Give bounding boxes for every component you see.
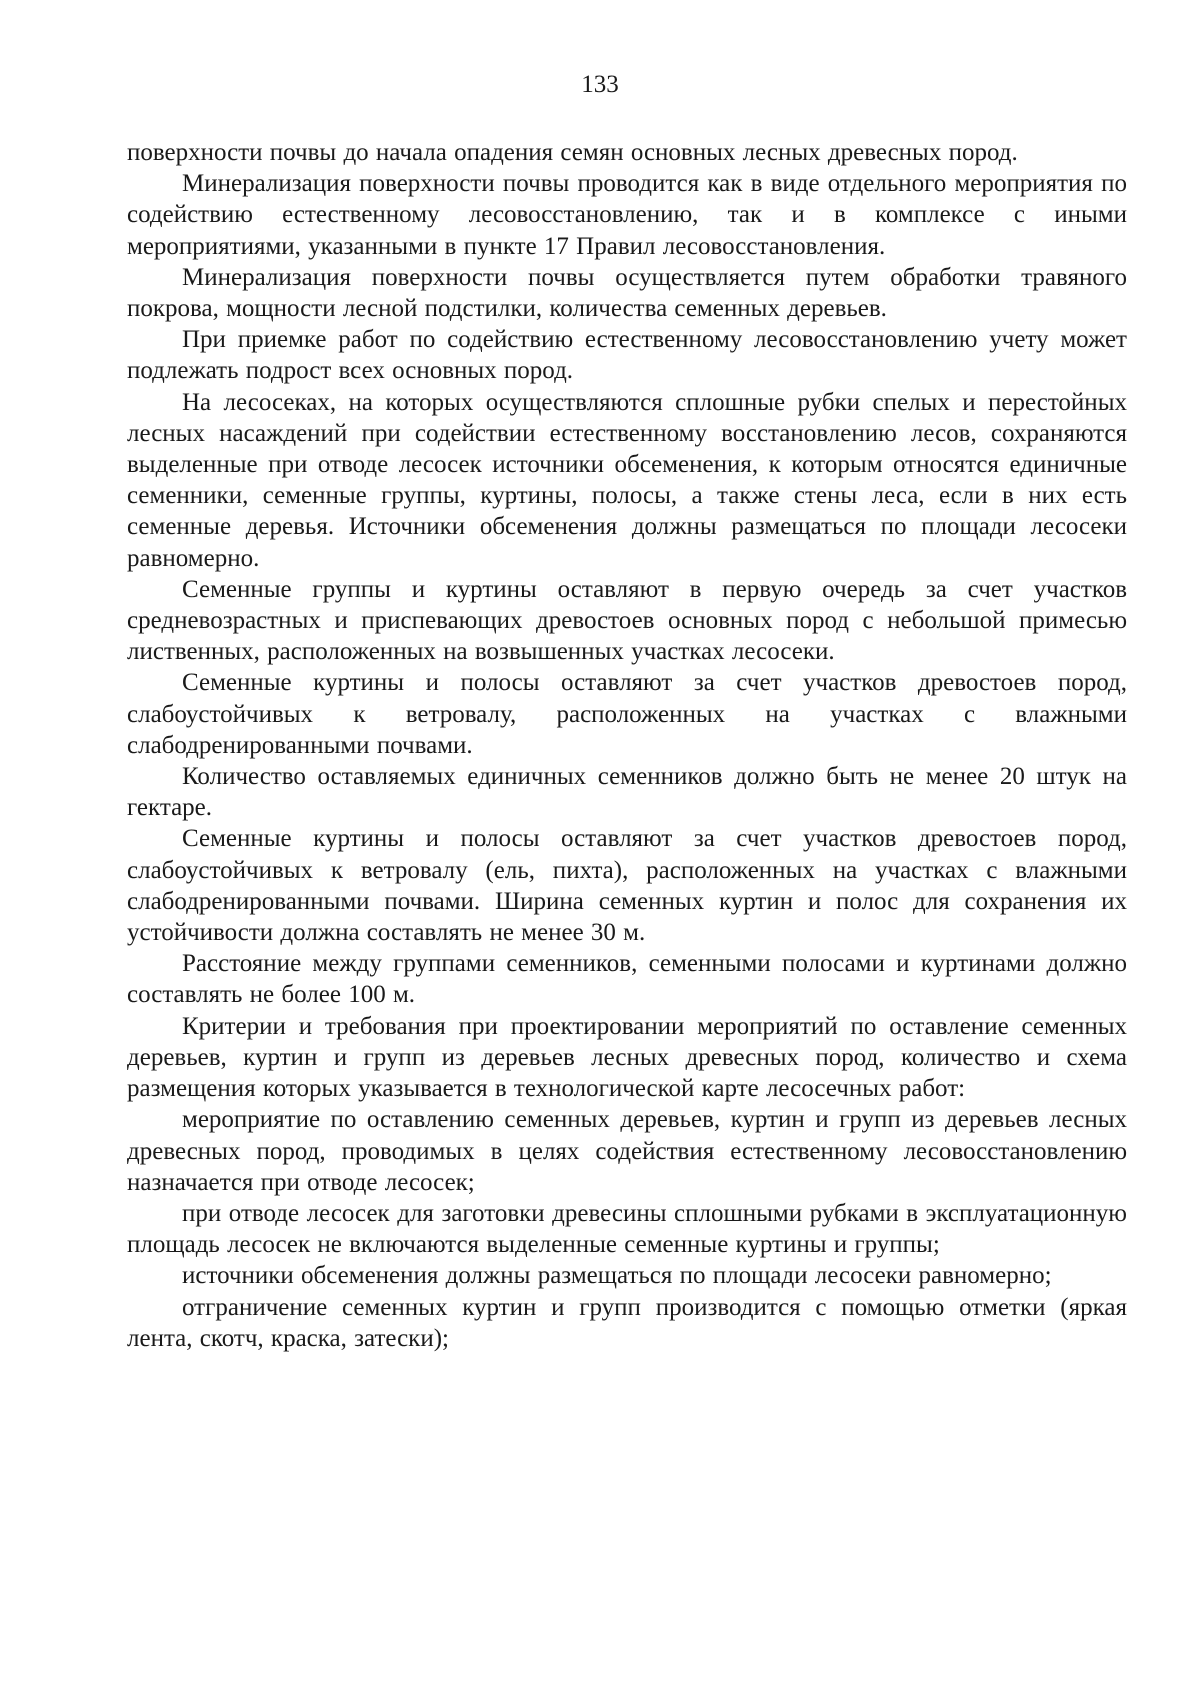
list-item-marking: отграничение семенных куртин и групп производится с помощью отметки (яркая лента, скотч, краска, затески); [127,1293,1127,1352]
list-item-exclusion: при отводе лесосек для заготовки древесины сплошными рубками в эксплуатационную площадь лесосек не включаются выделенные семенные куртины и группы; [127,1199,1127,1259]
list-item-assignment: мероприятие по оставлению семенных деревьев, куртин и групп из деревьев лесных древесных пород, проводимых в целях содействия естественному лесовосстановлению назначается при отводе лесосек; [127,1106,1127,1196]
document-body [127,137,1127,1354]
paragraph-strip-width: Семенные куртины и полосы оставляют за счет участков древостоев пород, слабоустойчивых к ветровалу (ель, пихта), расположенных на участках с влажными слабодренированными почвами. Ширина семенных куртин и полос для сохранения их устойчивости должна составлять не менее 30 м. [127,825,1127,947]
paragraph-seed-strips: Семенные куртины и полосы оставляют за счет участков древостоев пород, слабоустойчивых к ветровалу, расположенных на участках с влажными слабодренированными почвами. [127,669,1127,759]
paragraph-seed-tree-count: Количество оставляемых единичных семенников должно быть не менее 20 штук на гектаре. [127,763,1127,822]
paragraph-distance: Расстояние между группами семенников, семенными полосами и куртинами должно составлять не более 100 м. [127,950,1127,1009]
paragraph-mineralization-method: Минерализация поверхности почвы осуществляется путем обработки травяного покрова, мощности лесной подстилки, количества семенных деревьев. [127,263,1127,323]
paragraph-criteria: Критерии и требования при проектировании мероприятий по оставление семенных деревьев, куртин и групп из деревьев лесных древесных пород, количество и схема размещения которых указывается в технологической карте лесосечных работ: [127,1012,1127,1103]
paragraph-seed-sources: На лесосеках, на которых осуществляются сплошные рубки спелых и перестойных лесных насаждений при содействии естественному восстановлению лесов, сохраняются выделенные при отводе лесосек источники обсеменения, к которым относятся единичные семенники, семенные группы, куртины, полосы, а также стены леса, если в них есть семенные деревья. Источники обсеменения должны размещаться по площади лесосеки равномерно. [127,388,1127,572]
paragraph-mineralization-forms: Минерализация поверхности почвы проводится как в виде отдельного мероприятия по содействию естественному лесовосстановлению, так и в комплексе с иными мероприятиями, указанными в пункте 17 Правил лесовосстановления. [127,170,1127,260]
list-item-placement: источники обсеменения должны размещаться по площади лесосеки равномерно; [182,1262,1052,1290]
page-number: 133 [581,71,619,98]
paragraph-acceptance: При приемке работ по содействию естественному лесовосстановлению учету может подлежать подрост всех основных пород. [127,326,1127,385]
paragraph-continuation: поверхности почвы до начала опадения семян основных лесных древесных пород. [127,139,1018,166]
paragraph-seed-groups: Семенные группы и куртины оставляют в первую очередь за счет участков средневозрастных и приспевающих древостоев основных пород с небольшой примесью лиственных, расположенных на возвышенных участках лесосеки. [127,575,1127,666]
